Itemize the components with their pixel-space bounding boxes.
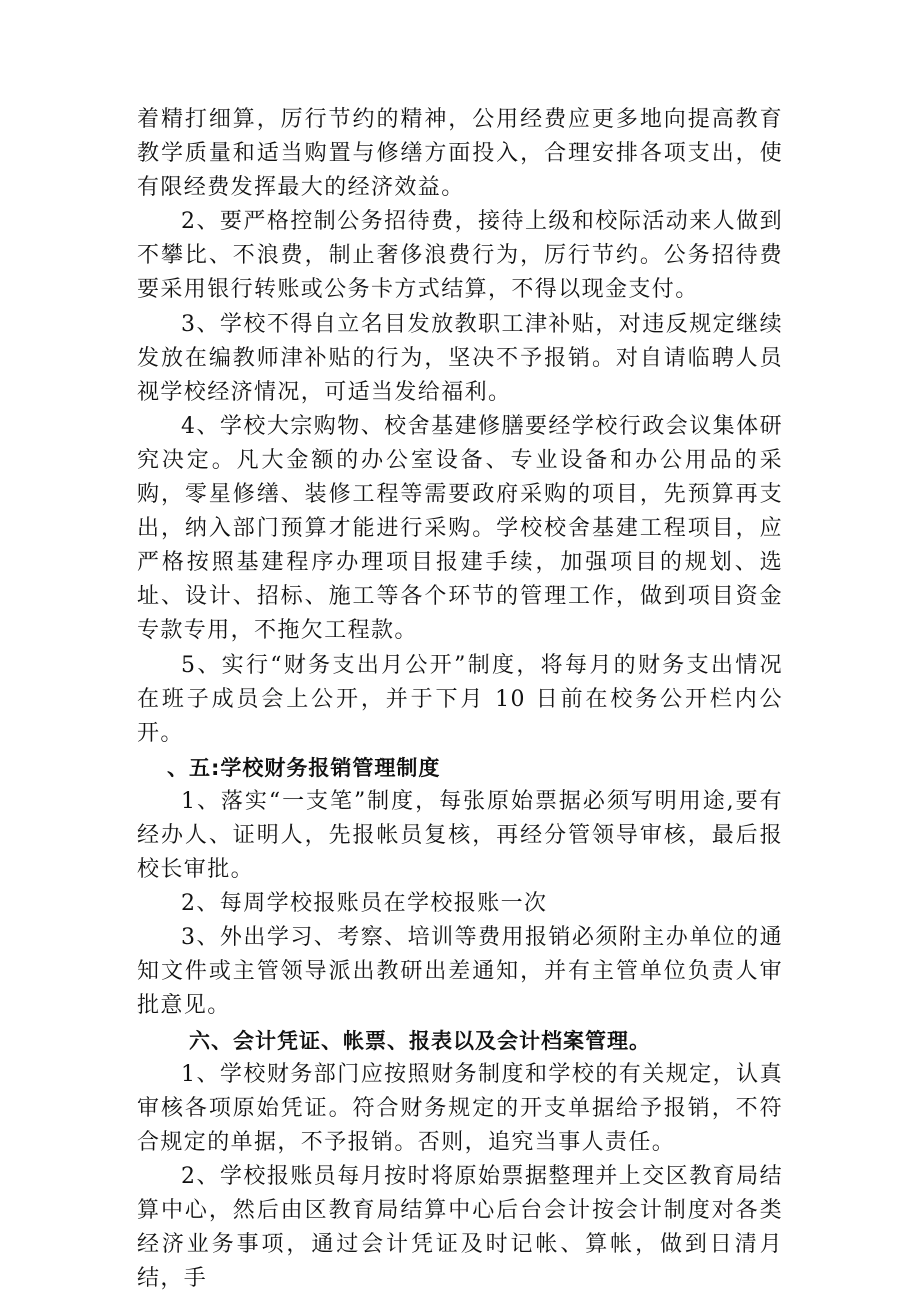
section-heading-five: 、五:学校财务报销管理制度 (167, 755, 441, 780)
paragraph-item-3: 3、学校不得自立名目发放教职工津补贴，对违反规定继续发放在编教师津补贴的行为，坚决不予报销。对自请临聘人员视学校经济情况，可适当发给福利。 (137, 311, 783, 405)
paragraph-item-2: 2、要严格控制公务招待费，接待上级和校际活动来人做到不攀比、不浪费，制止奢侈浪费行为，厉行节约。公务招待费要采用银行转账或公务卡方式结算，不得以现金支付。 (137, 209, 783, 303)
section-heading-six: 六、会计凭证、帐票、报表以及会计档案管理。 (189, 1028, 651, 1053)
paragraph-reimburse-3: 3、外出学习、考察、培训等费用报销必须附主办单位的通知文件或主管领导派出教研出差通知，并有主管单位负责人审批意见。 (137, 925, 783, 1019)
paragraph-item-4: 4、学校大宗购物、校舍基建修膳要经学校行政会议集体研究决定。凡大金额的办公室设备、专业设备和办公用品的采购，零星修缮、装修工程等需要政府采购的项目，先预算再支出，纳入部门预算才能进行采购。学校校舍基建工程项目，应严格按照基建程序办理项目报建手续，加强项目的规划、选址、设计、招标、施工等各个环节的管理工作，做到项目资金专款专用，不拖欠工程款。 (137, 413, 783, 644)
document-body (137, 103, 783, 1296)
paragraph-continuation: 着精打细算，厉行节约的精神，公用经费应更多地向提高教育教学质量和适当购置与修缮方面投入，合理安排各项支出，使有限经费发挥最大的经济效益。 (137, 107, 783, 201)
paragraph-reimburse-2: 2、每周学校报账员在学校报账一次 (181, 891, 548, 917)
paragraph-accounting-1: 1、学校财务部门应按照财务制度和学校的有关规定，认真审核各项原始凭证。符合财务规定的开支单据给予报销，不符合规定的单据，不予报销。否则，追究当事人责任。 (137, 1061, 783, 1155)
paragraph-accounting-2: 2、学校报账员每月按时将原始票据整理并上交区教育局结算中心，然后由区教育局结算中心后台会计按会计制度对各类经济业务事项，通过会计凭证及时记帐、算帐，做到日清月结，手 (137, 1163, 783, 1292)
paragraph-reimburse-1: 1、落实“一支笔”制度，每张原始票据必须写明用途,要有经办人、证明人，先报帐员复核，再经分管领导审核，最后报校长审批。 (137, 788, 783, 883)
paragraph-item-5: 5、实行“财务支出月公开”制度，将每月的财务支出情况在班子成员会上公开，并于下月 10 日前在校务公开栏内公开。 (137, 652, 783, 746)
